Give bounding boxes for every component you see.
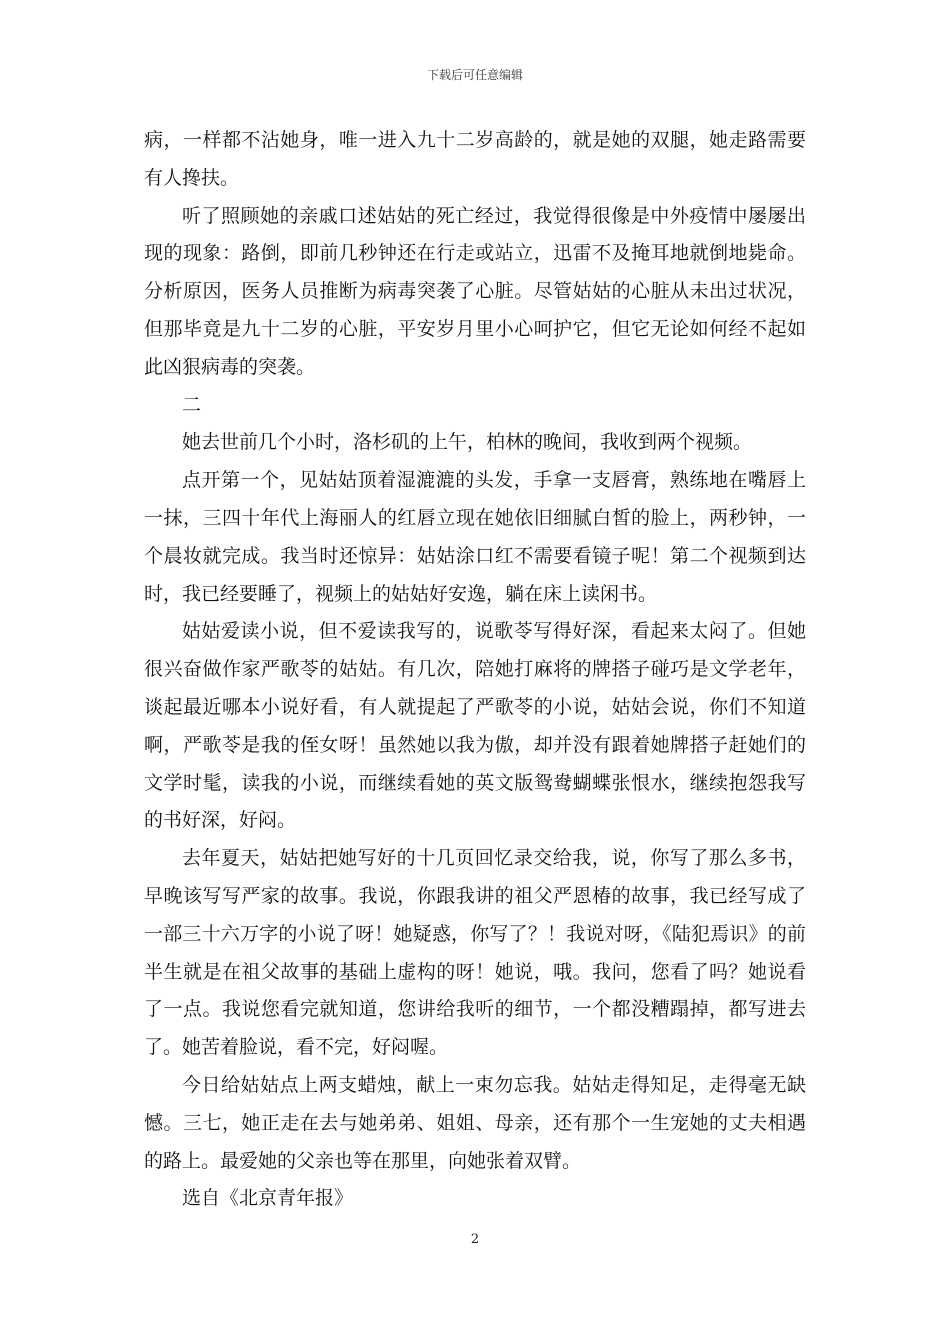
- paragraph-5: 姑姑爱读小说，但不爱读我写的，说歌苓写得好深，看起来太闷了。但她很兴奋做作家严歌苓的姑姑。有几次，陪她打麻将的牌搭子碰巧是文学老年，谈起最近哪本小说好看，有人就提起了严歌苓的小说，姑姑会说，你们不知道啊，严歌苓是我的侄女呀！虽然她以我为傲，却并没有跟着她牌搭子赶她们的文学时髦，读我的小说，而继续看她的英文版鸳鸯蝴蝶张恨水，继续抱怨我写的书好深，好闷。: [144, 620, 806, 832]
- section-heading: 二: [182, 393, 202, 416]
- paragraph-6: 去年夏天，姑姑把她写好的十几页回忆录交给我，说，你写了那么多书，早晚该写写严家的故事。我说，你跟我讲的祖父严恩椿的故事，我已经写成了一部三十六万字的小说了呀！她疑惑，你写了？！我说对呀，《陆犯焉识》的前半生就是在祖父故事的基础上虚构的呀！她说，哦。我问，您看了吗？她说看了一点。我说您看完就知道，您讲给我听的细节，一个都没糟蹋掉，都写进去了。她苦着脸说，看不完，好闷喔。: [144, 847, 806, 1059]
- paragraph-2: 听了照顾她的亲戚口述姑姑的死亡经过，我觉得很像是中外疫情中屡屡出现的现象：路倒，即前几秒钟还在行走或站立，迅雷不及掩耳地就倒地毙命。分析原因，医务人员推断为病毒突袭了心脏。尽管姑姑的心脏从未出过状况，但那毕竟是九十二岁的心脏，平安岁月里小心呵护它，但它无论如何经不起如此凶狠病毒的突袭。: [144, 204, 806, 378]
- page-header: 下载后可任意编辑: [426, 68, 523, 82]
- paragraph-3: 她去世前几个小时，洛杉矶的上午，柏林的晚间，我收到两个视频。: [182, 431, 753, 454]
- source-note: 选自《北京青年报》: [182, 1187, 354, 1210]
- paragraph-7: 今日给姑姑点上两支蜡烛，献上一束勿忘我。姑姑走得知足，走得毫无缺憾。三七，她正走在去与她弟弟、姐姐、母亲，还有那个一生宠她的丈夫相遇的路上。最爱她的父亲也等在那里，向她张着双臂。: [144, 1073, 806, 1172]
- paragraph-4: 点开第一个，见姑姑顶着湿漉漉的头发，手拿一支唇膏，熟练地在嘴唇上一抹，三四十年代上海丽人的红唇立现在她依旧细腻白皙的脸上，两秒钟，一个晨妆就完成。我当时还惊异：姑姑涂口红不需要看镜子呢！第二个视频到达时，我已经要睡了，视频上的姑姑好安逸，躺在床上读闲书。: [144, 469, 806, 605]
- paragraph-1: 病，一样都不沾她身，唯一进入九十二岁高龄的，就是她的双腿，她走路需要有人搀扶。: [144, 129, 806, 189]
- page-number: 2: [470, 1232, 480, 1247]
- article-body: [144, 122, 806, 1218]
